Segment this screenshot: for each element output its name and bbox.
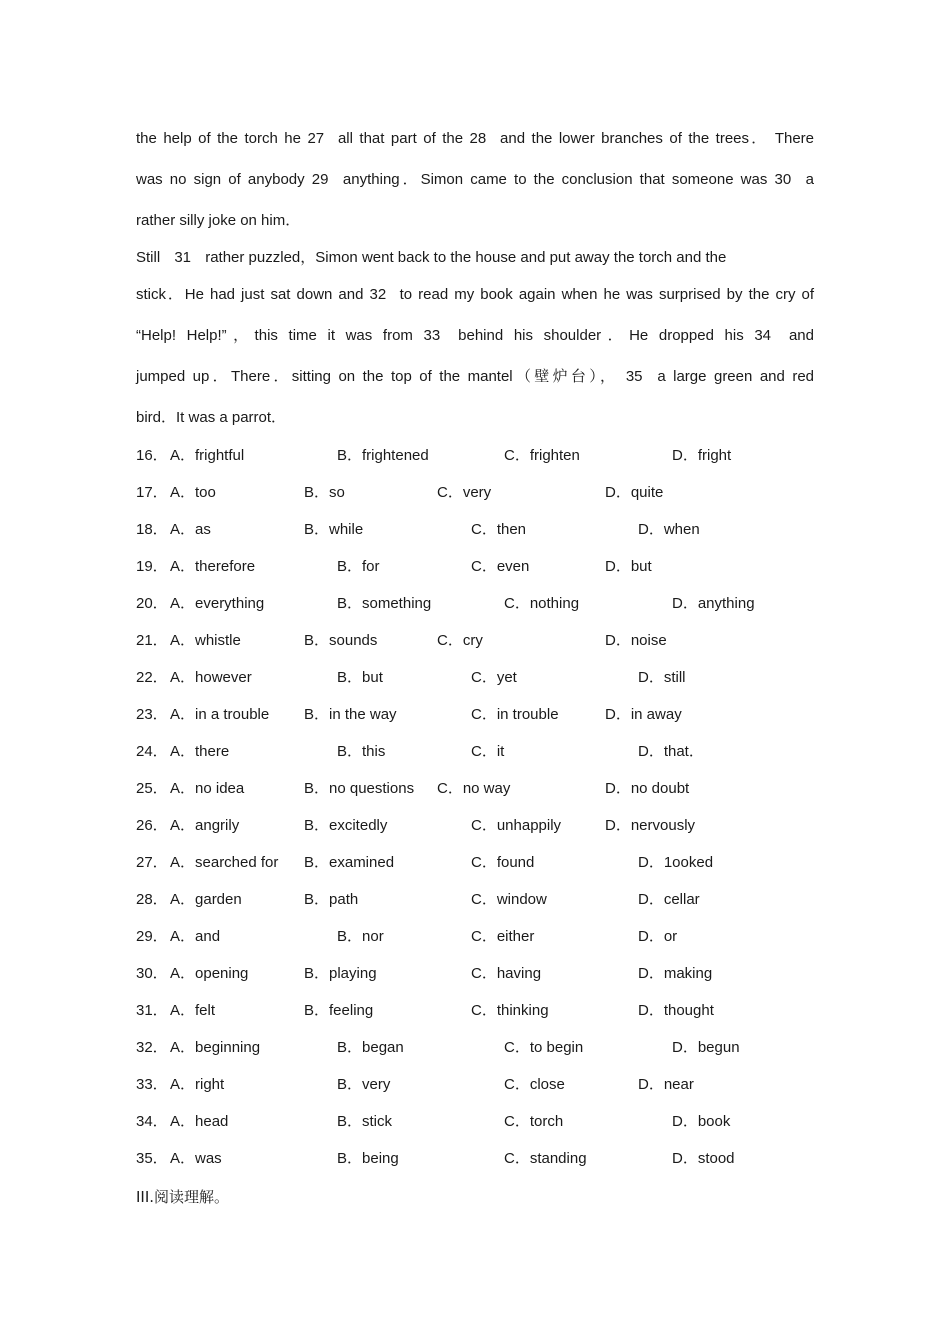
- question-number: 35．: [136, 1150, 168, 1167]
- passage-text: jumped up．There．sitting on the top of the mantel（壁炉台），: [136, 368, 619, 385]
- option-c: C．window: [471, 891, 547, 908]
- option-c: C．yet: [471, 669, 517, 686]
- blank-number: 27: [307, 130, 325, 147]
- option-a: A．too: [170, 484, 216, 501]
- passage-text: and the lower branches of the trees．: [500, 130, 769, 147]
- question-row: [136, 999, 836, 1019]
- option-a: A．beginning: [170, 1039, 261, 1056]
- option-a: A．right: [170, 1076, 225, 1093]
- passage-line: [136, 209, 814, 230]
- option-b: B．excitedly: [304, 817, 388, 834]
- option-d: D．making: [638, 965, 713, 982]
- question-number: 26．: [136, 817, 168, 834]
- question-number: 22．: [136, 669, 168, 686]
- question-row: [136, 481, 836, 501]
- blank-number: 35: [625, 368, 643, 385]
- option-c: C．then: [471, 521, 527, 538]
- option-a: A．angrily: [170, 817, 240, 834]
- question-number: 32．: [136, 1039, 168, 1056]
- blank-number: 29: [311, 171, 329, 188]
- question-number: 27．: [136, 854, 168, 871]
- blank-number: 31: [174, 249, 192, 266]
- question-row: [136, 1147, 836, 1167]
- question-row: [136, 703, 836, 723]
- question-number: 30．: [136, 965, 168, 982]
- passage-line: [136, 127, 814, 148]
- option-b: B．stick: [337, 1113, 393, 1130]
- option-c: C．found: [471, 854, 535, 871]
- option-b: B．in the way: [304, 706, 397, 723]
- question-row: [136, 888, 836, 908]
- option-c: C．even: [471, 558, 530, 575]
- option-a: A．head: [170, 1113, 229, 1130]
- option-a: A．in a trouble: [170, 706, 270, 723]
- option-c: C．cry: [437, 632, 483, 649]
- option-d: D．stood: [672, 1150, 735, 1167]
- question-number: 21．: [136, 632, 168, 649]
- passage-text: There: [774, 130, 815, 147]
- option-d: D．thought: [638, 1002, 714, 1019]
- option-d: D．near: [638, 1076, 694, 1093]
- option-a: A．no idea: [170, 780, 245, 797]
- option-c: C．having: [471, 965, 542, 982]
- passage-text: stick．He had just sat down and: [136, 286, 364, 303]
- option-c: C．unhappily: [471, 817, 562, 834]
- question-row: [136, 666, 836, 686]
- question-row: [136, 740, 836, 760]
- question-row: [136, 629, 836, 649]
- option-d: D．when: [638, 521, 700, 538]
- option-b: B．path: [304, 891, 359, 908]
- question-number: 19．: [136, 558, 168, 575]
- question-number: 28．: [136, 891, 168, 908]
- option-b: B．while: [304, 521, 364, 538]
- option-a: A．opening: [170, 965, 249, 982]
- option-a: A．was: [170, 1150, 222, 1167]
- option-d: D．in away: [605, 706, 682, 723]
- option-a: A．everything: [170, 595, 265, 612]
- option-d: D．nervously: [605, 817, 696, 834]
- question-number: 31．: [136, 1002, 168, 1019]
- question-number: 20．: [136, 595, 168, 612]
- option-c: C．close: [504, 1076, 565, 1093]
- option-c: C．it: [471, 743, 505, 760]
- question-number: 18．: [136, 521, 168, 538]
- question-row: [136, 962, 836, 982]
- option-a: A．therefore: [170, 558, 256, 575]
- question-row: [136, 814, 836, 834]
- option-a: A．frightful: [170, 447, 245, 464]
- option-b: B．began: [337, 1039, 404, 1056]
- option-c: C．to begin: [504, 1039, 584, 1056]
- passage-line: [136, 168, 814, 189]
- option-d: D．or: [638, 928, 678, 945]
- option-d: D．fright: [672, 447, 732, 464]
- option-d: D．noise: [605, 632, 667, 649]
- question-row: [136, 925, 836, 945]
- option-b: B．something: [337, 595, 432, 612]
- passage-text: a: [805, 171, 814, 188]
- option-b: B．playing: [304, 965, 377, 982]
- option-d: D．that．: [638, 743, 704, 760]
- option-b: B．very: [337, 1076, 391, 1093]
- question-number: 29．: [136, 928, 168, 945]
- option-a: A．as: [170, 521, 211, 538]
- option-d: D．1ooked: [638, 854, 714, 871]
- blank-number: 28: [469, 130, 487, 147]
- question-row: [136, 555, 836, 575]
- question-number: 33．: [136, 1076, 168, 1093]
- passage-text: Still: [136, 249, 161, 266]
- option-c: C．nothing: [504, 595, 580, 612]
- option-c: C．either: [471, 928, 535, 945]
- passage-line: [136, 365, 814, 386]
- section-heading: III.阅读理解。: [136, 1188, 230, 1206]
- passage-text: all that part of the: [337, 130, 464, 147]
- option-b: B．feeling: [304, 1002, 374, 1019]
- option-c: C．thinking: [471, 1002, 549, 1019]
- option-a: A．there: [170, 743, 230, 760]
- passage-text: behind his shoulder．He dropped his: [458, 327, 744, 344]
- option-b: B．frightened: [337, 447, 429, 464]
- option-a: A．however: [170, 669, 252, 686]
- option-d: D．book: [672, 1113, 731, 1130]
- option-d: D．anything: [672, 595, 755, 612]
- passage-line: [136, 246, 814, 267]
- option-a: A．searched for: [170, 854, 279, 871]
- passage-text: was no sign of anybody: [136, 171, 305, 188]
- question-row: [136, 1110, 836, 1130]
- option-c: C．torch: [504, 1113, 564, 1130]
- option-d: D．begun: [672, 1039, 740, 1056]
- passage-text: “Help! Help!”，this time it was from: [136, 327, 413, 344]
- option-b: B．nor: [337, 928, 384, 945]
- option-d: D．cellar: [638, 891, 700, 908]
- blank-number: 33: [423, 327, 441, 344]
- option-d: D．no doubt: [605, 780, 690, 797]
- passage-text: rather puzzled，Simon went back to the house and put away the torch and the: [205, 249, 727, 266]
- option-b: B．sounds: [304, 632, 378, 649]
- question-row: [136, 592, 836, 612]
- option-d: D．quite: [605, 484, 664, 501]
- option-c: C．no way: [437, 780, 511, 797]
- option-b: B．no questions: [304, 780, 415, 797]
- option-a: A．garden: [170, 891, 242, 908]
- passage-line: [136, 324, 814, 345]
- option-b: B．examined: [304, 854, 395, 871]
- passage-text: and: [788, 327, 814, 344]
- question-number: 25．: [136, 780, 168, 797]
- passage-text: to read my book again when he was surprised by the cry of: [399, 286, 815, 303]
- question-number: 24．: [136, 743, 168, 760]
- question-row: [136, 1036, 836, 1056]
- question-number: 17．: [136, 484, 168, 501]
- option-c: C．frighten: [504, 447, 580, 464]
- option-b: B．being: [337, 1150, 399, 1167]
- passage-line: [136, 283, 814, 304]
- passage-text: the help of the torch he: [136, 130, 301, 147]
- option-c: C．in trouble: [471, 706, 559, 723]
- option-a: A．and: [170, 928, 221, 945]
- passage-text: bird．It was a parrot．: [136, 409, 287, 426]
- option-a: A．whistle: [170, 632, 241, 649]
- passage-text: a large green and red: [657, 368, 815, 385]
- question-row: [136, 444, 836, 464]
- blank-number: 32: [369, 286, 387, 303]
- option-b: B．for: [337, 558, 380, 575]
- option-c: C．standing: [504, 1150, 587, 1167]
- passage-text: rather silly joke on him．: [136, 212, 301, 229]
- option-b: B．this: [337, 743, 386, 760]
- question-row: [136, 518, 836, 538]
- question-number: 23．: [136, 706, 168, 723]
- option-d: D．still: [638, 669, 686, 686]
- blank-number: 30: [774, 171, 792, 188]
- option-b: B．but: [337, 669, 383, 686]
- question-row: [136, 851, 836, 871]
- question-row: [136, 777, 836, 797]
- passage-line: [136, 406, 814, 427]
- option-a: A．felt: [170, 1002, 216, 1019]
- option-b: B．so: [304, 484, 345, 501]
- question-number: 16．: [136, 447, 168, 464]
- passage-text: anything．Simon came to the conclusion that someone was: [342, 171, 768, 188]
- question-number: 34．: [136, 1113, 168, 1130]
- option-d: D．but: [605, 558, 652, 575]
- option-c: C．very: [437, 484, 492, 501]
- question-row: [136, 1073, 836, 1093]
- blank-number: 34: [754, 327, 772, 344]
